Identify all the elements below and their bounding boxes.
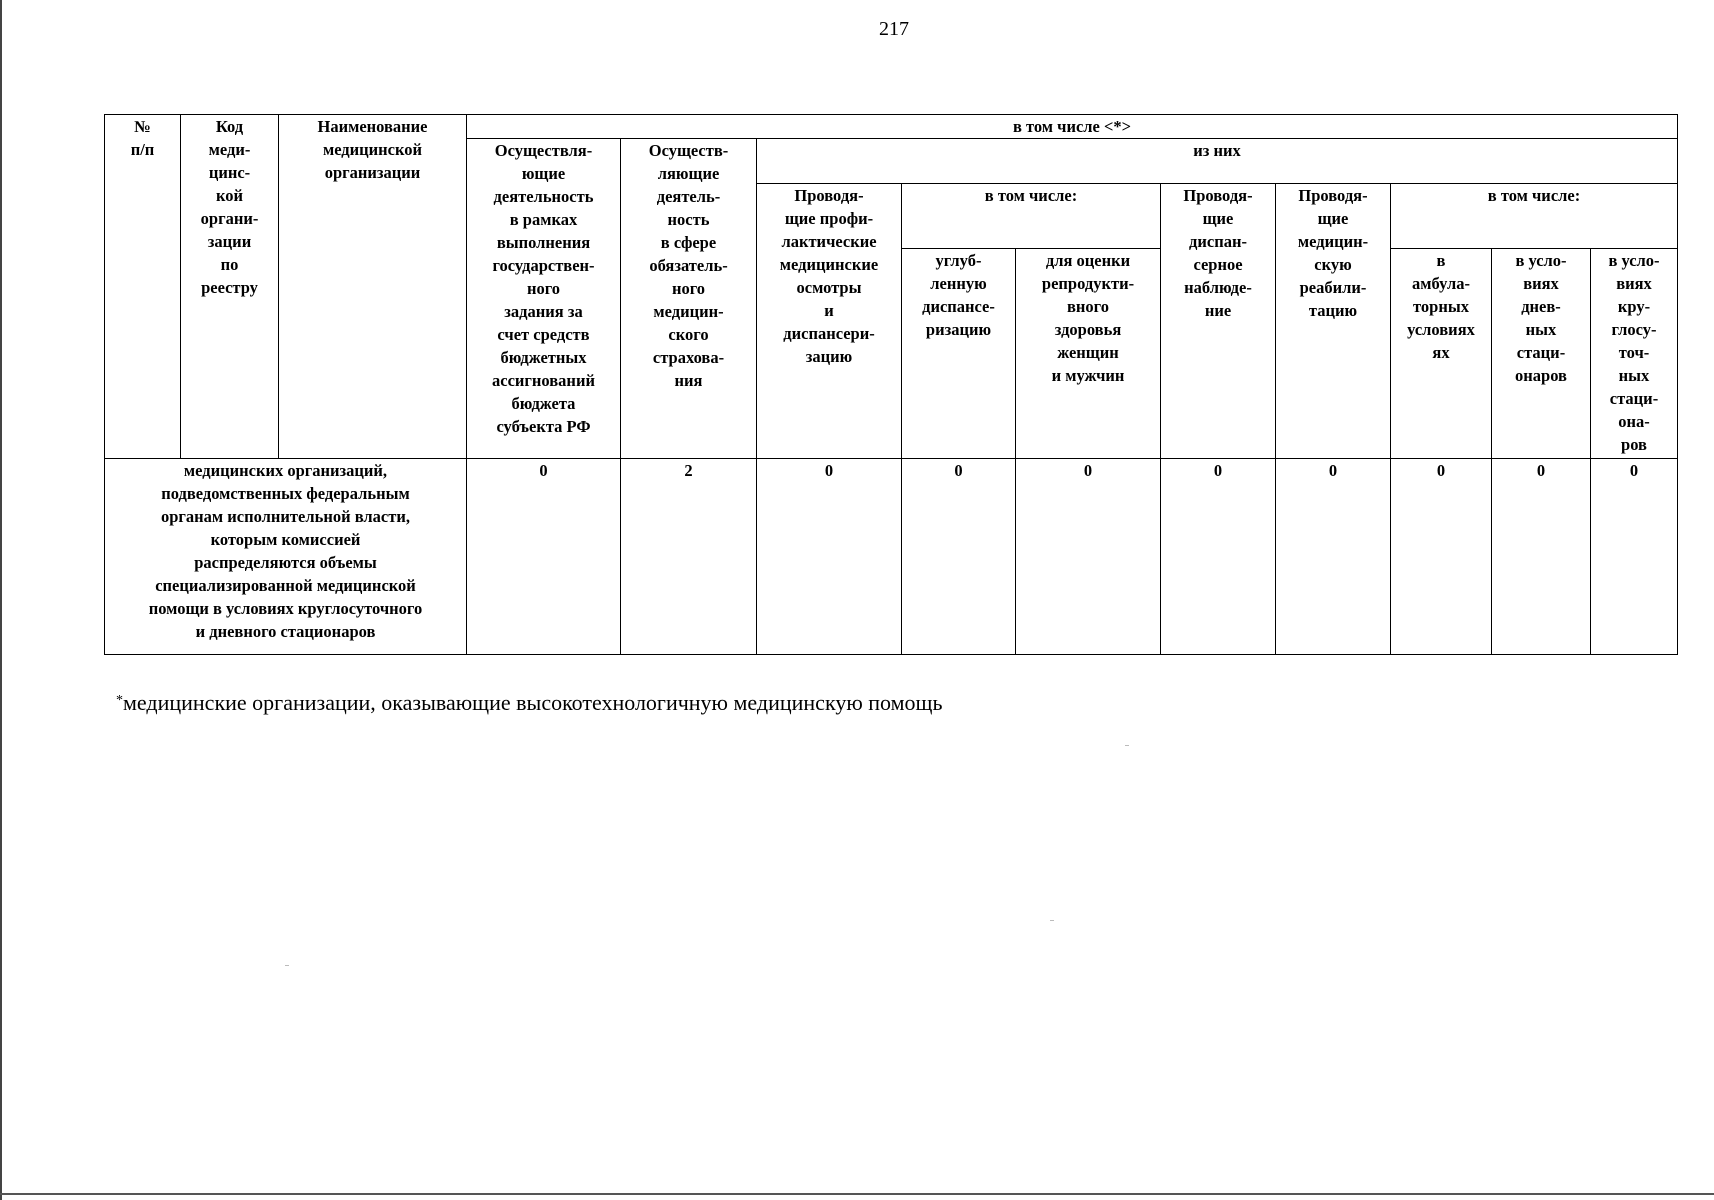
header-day-hospital: в усло- виях днев- ных стаци- онаров: [1492, 249, 1591, 459]
header-ambulatory: в амбула- торных условиях ях: [1391, 249, 1492, 459]
header-dispensary: Проводя- щие диспан- серное наблюде- ние: [1161, 184, 1276, 459]
cell-round-clock-hospital: 0: [1591, 459, 1678, 655]
header-in-that-number-1: в том числе:: [902, 184, 1161, 249]
header-in-that-number: в том числе <*>: [467, 115, 1678, 139]
cell-day-hospital: 0: [1492, 459, 1591, 655]
cell-ambulatory: 0: [1391, 459, 1492, 655]
cell-dispensary: 0: [1161, 459, 1276, 655]
organizations-table: [104, 114, 1678, 655]
scan-speck: [285, 965, 289, 966]
cell-state-task: 0: [467, 459, 621, 655]
scan-speck: [1050, 920, 1054, 921]
cell-prophylactic: 0: [757, 459, 902, 655]
footnote: [116, 690, 943, 716]
header-state-task: Осуществля- ющие деятельность в рамках выполнения государствен- ного задания за счет средств бюджетных ассигнований бюджета субъекта РФ: [467, 139, 621, 459]
header-deep-dispensary: углуб- ленную диспансе- ризацию: [902, 249, 1016, 459]
header-organization-name: Наименование медицинской организации: [279, 115, 467, 459]
row-organization-name: медицинских организаций, подведомственных федеральным органам исполнительной власти, которым комиссией распределяются объемы специализированной медицинской помощи в условиях круглосуточного и дневного стационаров: [105, 459, 467, 655]
page-number: 217: [879, 18, 909, 40]
cell-oms: 2: [621, 459, 757, 655]
page-left-edge: [0, 0, 2, 1200]
scan-speck: [1125, 745, 1129, 746]
header-oms: Осуществ- ляющие деятель- ность в сфере обязатель- ного медицин- ского страхова- ния: [621, 139, 757, 459]
header-rehabilitation: Проводя- щие медицин- скую реабили- тацию: [1276, 184, 1391, 459]
page-bottom-edge: [0, 1193, 1714, 1195]
header-in-that-number-2: в том числе:: [1391, 184, 1678, 249]
footnote-text: медицинские организации, оказывающие высокотехнологичную медицинскую помощь: [123, 690, 943, 715]
header-of-them: из них: [757, 139, 1678, 184]
cell-reproductive-health: 0: [1016, 459, 1161, 655]
header-round-clock-hospital: в усло- виях кру- глосу- точ- ных стаци- она- ров: [1591, 249, 1678, 459]
header-row-number: № п/п: [105, 115, 181, 459]
footnote-marker: *: [116, 693, 123, 708]
header-prophylactic: Проводя- щие профи- лактические медицинские осмотры и диспансери- зацию: [757, 184, 902, 459]
header-reproductive-health: для оценки репродукти- вного здоровья женщин и мужчин: [1016, 249, 1161, 459]
header-registry-code: Код меди- цинс- кой органи- зации по реестру: [181, 115, 279, 459]
cell-rehabilitation: 0: [1276, 459, 1391, 655]
cell-deep-dispensary: 0: [902, 459, 1016, 655]
